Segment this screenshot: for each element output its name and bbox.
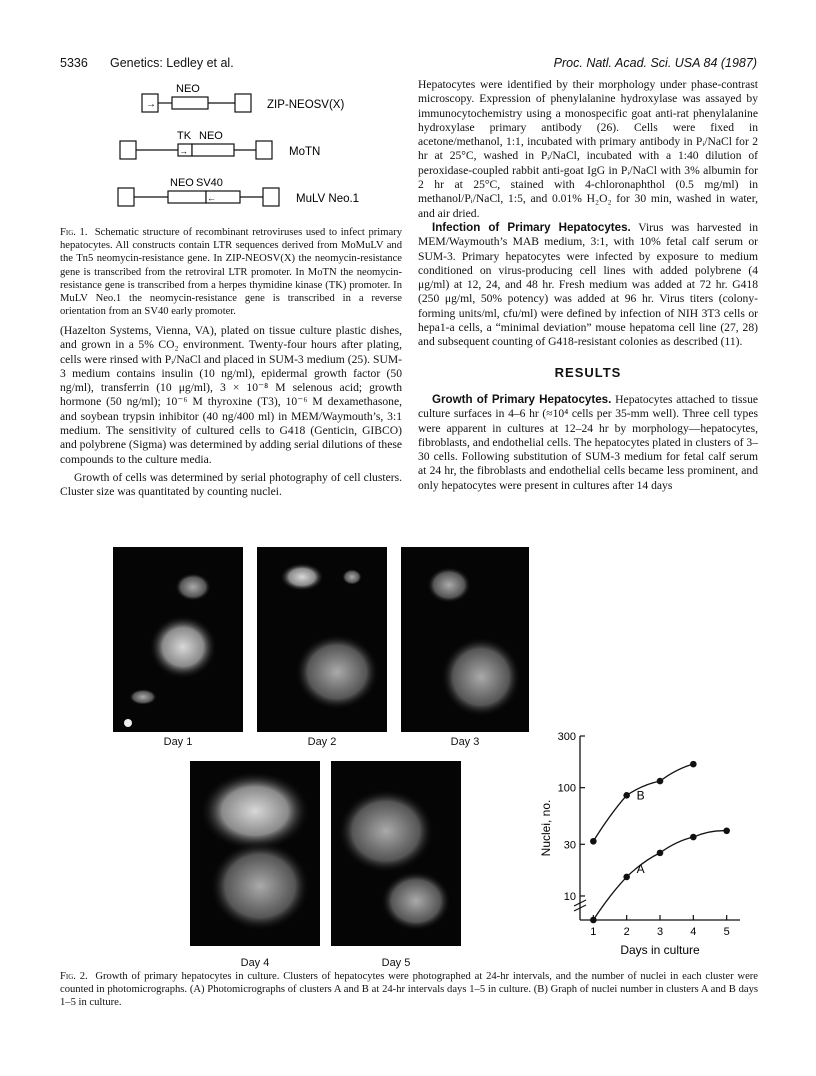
micrograph-label-day-5: Day 5 xyxy=(381,957,411,969)
body-paragraph xyxy=(418,393,758,493)
micrograph-label-day-2: Day 2 xyxy=(307,736,337,748)
neo-label: NEO xyxy=(170,177,194,189)
series-line-B xyxy=(593,764,693,841)
data-point-A xyxy=(723,827,730,834)
figure1-caption xyxy=(60,226,402,318)
sv40-label: SV40 xyxy=(196,177,223,189)
data-point-B xyxy=(623,792,630,799)
ltr-box xyxy=(118,188,134,206)
construct-name: MoTN xyxy=(289,146,321,158)
nuclei-growth-chart xyxy=(528,724,758,962)
x-tick-label: 5 xyxy=(723,926,730,938)
running-header-authors: Genetics: Ledley et al. xyxy=(110,56,234,70)
series-line-A xyxy=(593,831,726,920)
right-column xyxy=(418,78,758,493)
data-point-B xyxy=(690,761,697,768)
micrograph-image xyxy=(257,547,387,732)
page-number: 5336 xyxy=(60,56,88,70)
promoter-arrow-icon: → xyxy=(146,99,156,110)
construct-name: ZIP-NEOSV(X) xyxy=(267,99,345,111)
data-point-B xyxy=(657,778,664,785)
figure1-caption-text: Schematic structure of recombinant retroviruses used to infect primary hepatocytes. All constructs contain LTR sequences derived from MoMuLV and the Tn5 neomycin-resistance gene. In ZIP-NEOSV(X) the neomycin-resistance gene is transcribed from the retroviral LTR promoter. In MoTN the neomycin-resistance gene is transcribed from a herpes thymidine kinase (TK) promoter. In MuLV Neo.1 the neomycin-resistance gene is transcribed in a reverse orientation from an SV40 early promoter. xyxy=(60,227,402,318)
neo-gene-box xyxy=(192,144,234,156)
ltr-box xyxy=(256,141,272,159)
series-label-B: B xyxy=(636,788,645,803)
body-paragraph: Growth of cells was determined by serial photography of cell clusters. Cluster size was quantitated by counting nuclei. xyxy=(60,470,402,499)
x-tick-label: 4 xyxy=(690,926,697,938)
journal-citation: Proc. Natl. Acad. Sci. USA 84 (1987) xyxy=(553,56,757,70)
construct-mulv-neo1 xyxy=(118,177,359,206)
micrograph-day-4 xyxy=(190,761,320,946)
construct-zip-neosv xyxy=(142,83,344,112)
construct-motn xyxy=(120,130,320,159)
figure2-caption-text: Growth of primary hepatocytes in culture. Clusters of hepatocytes were photographed at 24-hr intervals, and the number of nuclei in each cluster were counted in photomicrographs. (A) Photomicrographs of clusters A and B at 24-hr intervals days 1–5 in culture. (B) Graph of nuclei number in clusters A and B days 1–5 in culture. xyxy=(60,971,759,1009)
micrograph-image xyxy=(113,547,243,732)
micrograph-label-day-4: Day 4 xyxy=(240,957,270,969)
ltr-box xyxy=(120,141,136,159)
micrograph-day-2 xyxy=(257,547,387,732)
promoter-arrow-icon: → xyxy=(179,146,188,156)
micrograph-image xyxy=(401,547,529,732)
neo-label: NEO xyxy=(199,130,223,142)
series-label-A: A xyxy=(636,861,645,876)
left-column xyxy=(60,324,402,500)
body-paragraph: (Hazelton Systems, Vienna, VA), plated on tissue culture plastic dishes, and grown in a 5% CO₂ environment. Twenty-four hours after plating, cells were rinsed with Pᵢ/NaCl and placed in SUM-3 medium (25). SUM-3 medium contains insulin (10 ng/ml), epidermal growth factor (50 ng/ml), transferrin (10 μg/ml), 3 × 10⁻⁸ M selenous acid; growth hormone (50 ng/ml); 10⁻⁶ M thyroxine (T3), 10⁻⁶ M dexamethasone, and soybean trypsin inhibitor (40 ng/400 ml) in MEM/Waymouth’s, 3:1 medium. The sensitivity of cultured cells to G418 (Genticin, GIBCO) and polybrene (Sigma) was determined by adding serial dilutions of these compounds to the culture media. xyxy=(60,324,402,466)
data-point-A xyxy=(590,917,597,924)
subsection-heading: Infection of Primary Hepatocytes. xyxy=(432,220,631,234)
x-axis-label: Days in culture xyxy=(620,943,700,957)
ltr-box xyxy=(263,188,279,206)
y-tick-label: 100 xyxy=(557,782,576,795)
promoter-arrow-icon: ← xyxy=(207,193,216,203)
micrograph-day-1 xyxy=(113,547,243,732)
x-tick-label: 2 xyxy=(623,926,630,938)
micrograph-day-3 xyxy=(401,547,529,732)
results-heading: RESULTS xyxy=(554,364,622,380)
figure1-construct-diagram xyxy=(60,78,410,218)
figure1-caption-label: Fig. 1. xyxy=(60,227,88,238)
body-paragraph xyxy=(418,221,758,350)
micrograph-image xyxy=(190,761,320,946)
tk-label: TK xyxy=(177,130,192,142)
micrograph-day-5 xyxy=(331,761,461,946)
paragraph-text: Virus was harvested in MEM/Waymouth’s MAB medium, 3:1, with 10% fetal calf serum or SUM-3. Primary hepatocytes were infected by exposure to medium conditioned on virus-producing cell lines with added polybrene (4 μg/ml) at 12, 24, and 48 hr. Fresh medium was added at 72 hr. G418 (250 μg/ml, 50% potency) was added at 96 hr. Virus titers (colony-forming units/ml, cfu/ml) were defined by infection of NIH 3T3 cells or hepa1-a cells, a “minimal deviation” mouse hepatoma cell line (27, 28) and subsequent counting of G418-resistant colonies as described (11). xyxy=(418,220,758,349)
neo-gene-box xyxy=(168,191,206,203)
construct-name: MuLV Neo.1 xyxy=(296,193,360,205)
figure2-caption-label: Fig. 2. xyxy=(60,971,88,982)
micrograph-image xyxy=(331,761,461,946)
x-tick-label: 1 xyxy=(590,926,597,938)
data-point-A xyxy=(690,834,697,841)
y-axis-label: Nuclei, no. xyxy=(539,799,553,857)
paragraph-text: Hepatocytes attached to tissue culture surfaces in 4–6 hr (≈10⁴ cells per 35-mm well). Three cell types were apparent in cultures at 12–24 hr by morphology—hepatocytes, fibroblasts, and endothelial cells. The hepatocytes plated in clusters of 3–30 cells. Following substitution of SUM-3 medium for fetal calf serum at 24 hr, the fibroblasts and endothelial cells became less prominent, and only hepatocytes were present in cultures after 14 days xyxy=(418,392,759,492)
figure2-caption xyxy=(60,970,758,1010)
subsection-heading: Growth of Primary Hepatocytes. xyxy=(432,392,612,406)
body-paragraph: Hepatocytes were identified by their morphology under phase-contrast microscopy. Expression of phenylalanine hydroxylase was assayed by immunocytochemistry using a monospecific goat anti-rat phenylalanine hydroxylase primary antibody (26). Cells were fixed in acetone/methanol, 1:1, incubated with primary antibody in Pᵢ/NaCl for 2 hr at 25°C, washed in Pᵢ/NaCl, incubated with a 1:40 dilution of peroxidase-coupled rabbit anti-goat IgG in Pᵢ/NaCl with 3% albumin for 2 hr at 25°C, stained with 4-chloronaphthol (0.5 mg/ml) in methanol/Pᵢ/NaCl, 1:5, and 0.01% H₂O₂ for 30 min, washed in water, and air dried. xyxy=(418,78,758,220)
data-point-B xyxy=(590,838,597,845)
neo-label: NEO xyxy=(176,83,200,95)
neo-gene-box xyxy=(172,97,208,109)
y-tick-label: 30 xyxy=(563,839,576,852)
data-point-A xyxy=(657,850,664,857)
y-tick-label: 300 xyxy=(557,731,576,743)
micrograph-label-day-1: Day 1 xyxy=(163,736,193,748)
x-tick-label: 3 xyxy=(656,926,664,938)
ltr-box xyxy=(235,94,251,112)
data-point-A xyxy=(623,874,630,881)
micrograph-label-day-3: Day 3 xyxy=(450,736,480,748)
y-tick-label: 10 xyxy=(563,890,576,903)
